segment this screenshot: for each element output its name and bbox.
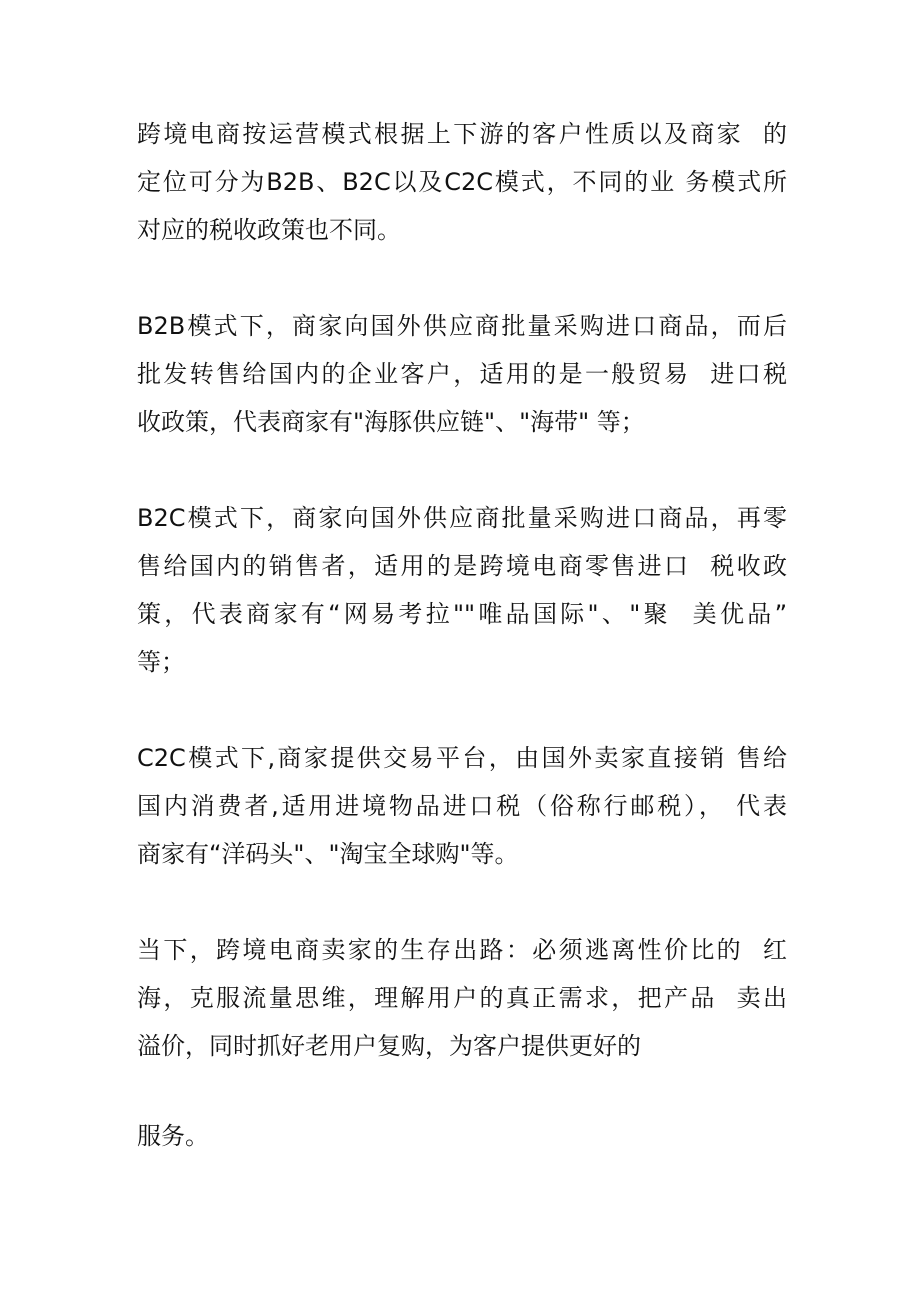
paragraph-b2c [137, 494, 787, 686]
text-line: B2B模式下，商家向国外供应商批量采购进口商品，而后 [137, 312, 787, 340]
text-line: 服务。 [137, 1122, 209, 1150]
text-line: B2C模式下，商家向国外供应商批量采购进口商品，再零 [137, 504, 787, 532]
text-line: 收政策，代表商家有"海豚供应链"、"海带" 等； [137, 408, 645, 436]
paragraph-intro [137, 110, 787, 254]
text-line: 商家有“洋码头"、"淘宝全球购"等。 [137, 840, 519, 868]
text-line: C2C模式下,商家提供交易平台，由国外卖家直接销 售给 [137, 744, 787, 772]
paragraph-closing [137, 1112, 787, 1160]
text-line: 当下，跨境电商卖家的生存出路：必须逃离性价比的 红 [137, 936, 787, 964]
text-line: 等； [137, 648, 185, 676]
text-line: 对应的税收政策也不同。 [137, 216, 401, 244]
text-line: 国内消费者,适用进境物品进口税（俗称行邮税）， 代表 [137, 792, 787, 820]
text-line: 批发转售给国内的企业客户，适用的是一般贸易 进口税 [137, 360, 787, 388]
text-line: 跨境电商按运营模式根据上下游的客户性质以及商家 的 [137, 120, 787, 148]
paragraph-b2b [137, 302, 787, 446]
text-line: 售给国内的销售者，适用的是跨境电商零售进口 税收政 [137, 552, 787, 580]
text-line: 策，代表商家有“网易考拉""唯品国际"、"聚 美优品” [137, 600, 787, 628]
text-line: 海，克服流量思维，理解用户的真正需求，把产品 卖出 [137, 984, 787, 1012]
paragraph-c2c [137, 734, 787, 878]
text-line: 溢价，同时抓好老用户复购，为客户提供更好的 [137, 1032, 641, 1060]
text-line: 定位可分为B2B、B2C以及C2C模式，不同的业 务模式所 [137, 168, 787, 196]
paragraph-outlook [137, 926, 787, 1070]
